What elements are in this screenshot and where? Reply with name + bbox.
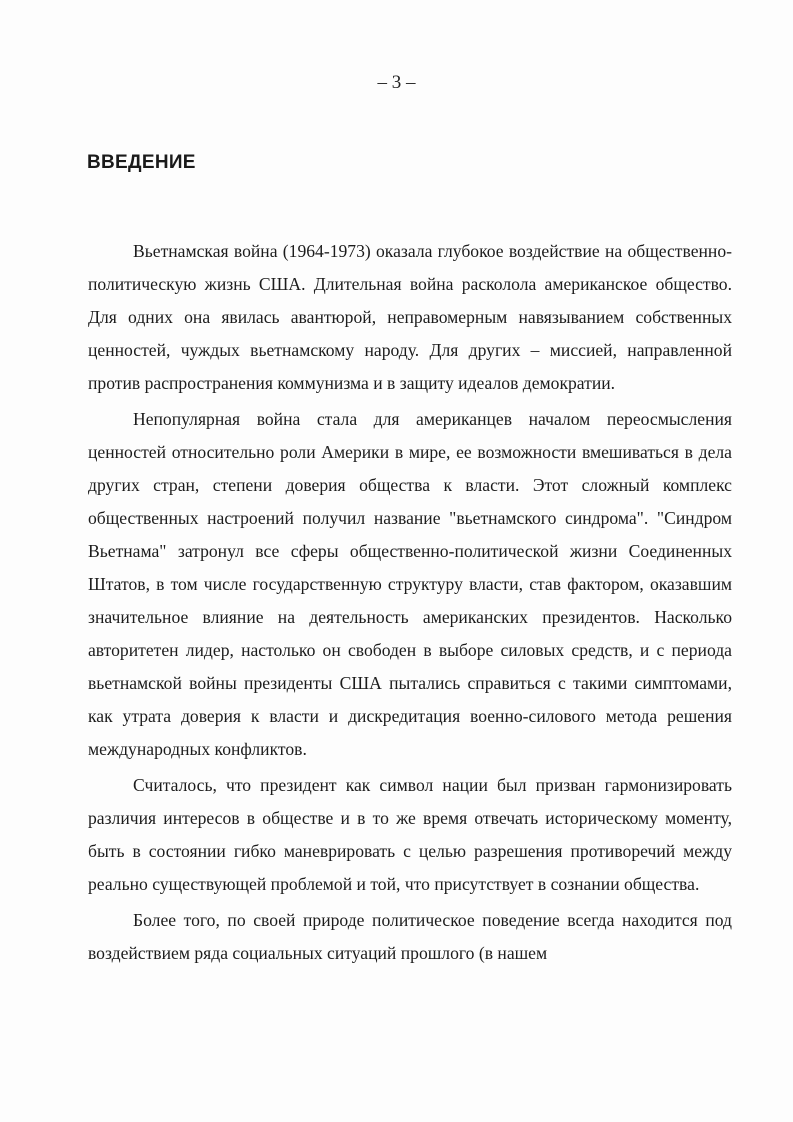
paragraph: Более того, по своей природе политическое поведение всегда находится под воздействием ряда социальных ситуаций прошлого (в нашем <box>88 910 732 963</box>
body-text <box>88 235 732 973</box>
paragraph: Считалось, что президент как символ нации был призван гармонизировать различия интересов в обществе и в то же время отвечать историческому моменту, быть в состоянии гибко маневрировать с целью разрешения противоречий между реально существующей проблемой и той, что присутствует в сознании общества. <box>88 775 732 894</box>
paragraph: Вьетнамская война (1964-1973) оказала глубокое воздействие на общественно-политическую жизнь США. Длительная война расколола американское общество. Для одних она явилась авантюрой, неправомерным навязыванием собственных ценностей, чуждых вьетнамскому народу. Для других – миссией, направленной против распространения коммунизма и в защиту идеалов демократии. <box>88 241 732 393</box>
page-number: – 3 – <box>377 72 416 93</box>
paragraph: Непопулярная война стала для американцев началом переосмысления ценностей относительно роли Америки в мире, ее возможности вмешиваться в дела других стран, степени доверия общества к власти. Этот сложный комплекс общественных настроений получил название "вьетнамского синдрома". "Синдром Вьетнама" затронул все сферы общественно-политической жизни Соединенных Штатов, в том числе государственную структуру власти, став фактором, оказавшим значительное влияние на деятельность американских президентов. Насколько авторитетен лидер, настолько он свободен в выборе силовых средств, и с периода вьетнамской войны президенты США пытались справиться с такими симптомами, как утрата доверия к власти и дискредитация военно-силового метода решения международных конфликтов. <box>88 409 732 759</box>
section-heading: ВВЕДЕНИЕ <box>87 152 196 173</box>
